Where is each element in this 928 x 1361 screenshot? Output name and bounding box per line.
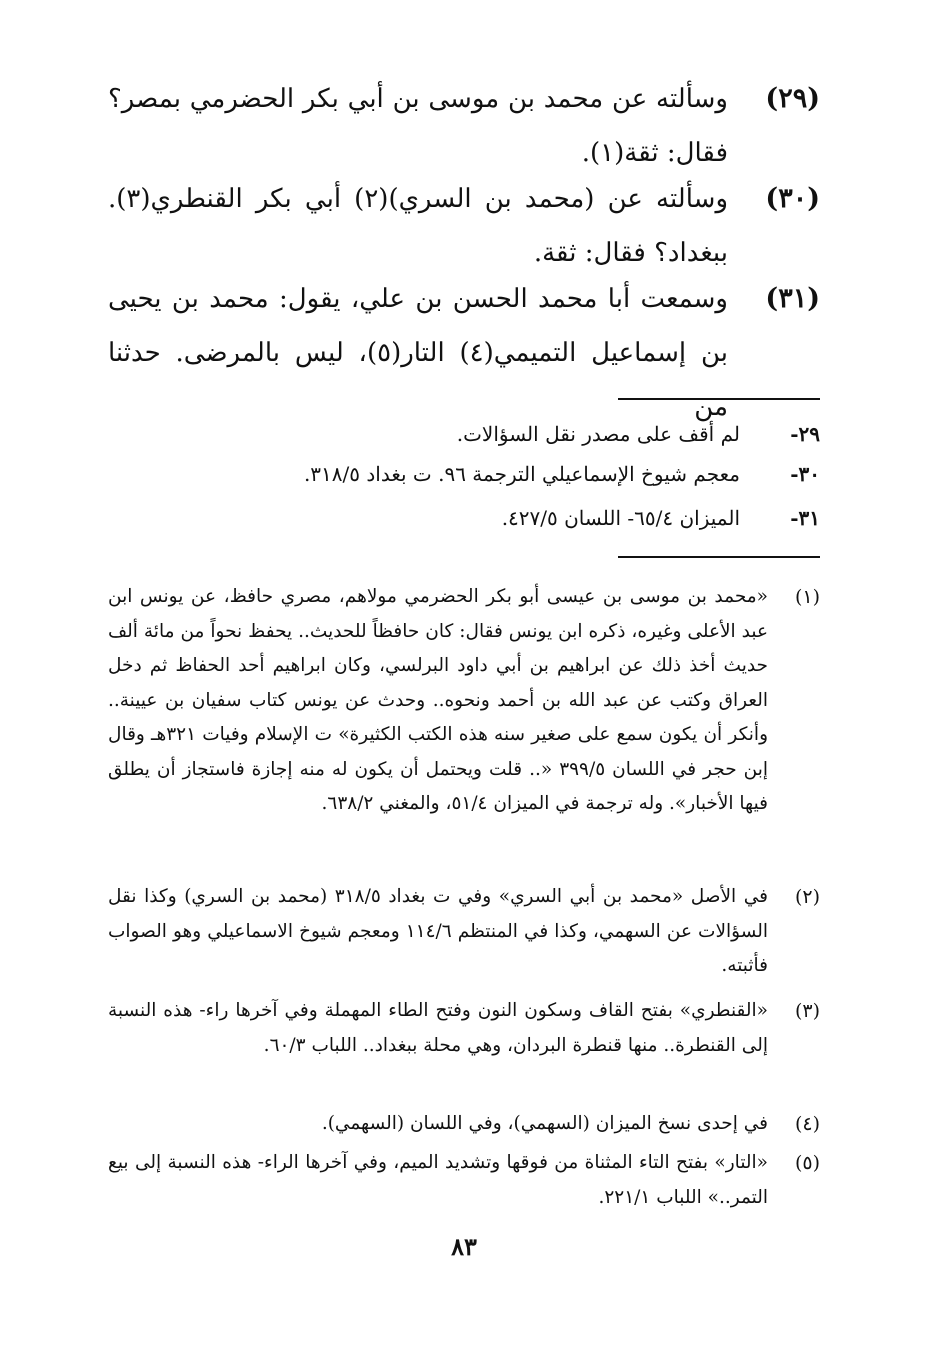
footnote-number: (٣): [794, 1000, 820, 1022]
footnote-number: (٢): [794, 886, 820, 908]
entry-number: (٣١): [765, 283, 820, 314]
source-text: معجم شيوخ الإسماعيلي الترجمة ٩٦. ت بغداد ٣١٨/٥.: [303, 462, 740, 486]
footnote-text: «القنطري» بفتح القاف وسكون النون وفتح الطاء المهملة وفي آخرها راء- هذه النسبة إلى القنطرة.. منها قنطرة البردان، وهي محلة ببغداد.. اللباب ٦٠/٣.: [108, 1000, 768, 1056]
footnote-text: «التار» بفتح التاء المثناة من فوقها وتشديد الميم، وفي آخرها الراء- هذه النسبة إلى بيع التمر..» اللباب ٢٢١/١.: [108, 1152, 768, 1208]
footnote-text: في إحدى نسخ الميزان (السهمي)، وفي اللسان (السهمي).: [321, 1113, 768, 1134]
source-number: ٣١-: [790, 506, 820, 530]
entry-text: وسألته عن (محمد بن السري)(٢) أبي بكر القنطري(٣). ببغداد؟ فقال: ثقة.: [108, 184, 728, 268]
footnote-3: [108, 994, 820, 1063]
source-line-29: [108, 416, 820, 452]
source-line-30: [108, 456, 820, 492]
entry-number: (٢٩): [765, 83, 820, 114]
separator-rule: [618, 556, 820, 558]
entry-29: [108, 72, 820, 180]
footnote-1: [108, 580, 820, 822]
source-line-31: [108, 500, 820, 536]
entry-text: وسألته عن محمد بن موسى بن أبي بكر الحضرمي بمصر؟ فقال: ثقة(١).: [108, 84, 728, 168]
footnote-text: «محمد بن موسى بن عيسى أبو بكر الحضرمي مولاهم، مصري حافظ، عن يونس ابن عبد الأعلى وغيره، ذكره ابن يونس فقال: كان حافظاً للحديث.. يحفظ نحواً من مائة ألف حديث أخذ ذلك عن ابراهيم بن أبي داود البرلسي، وكان ابراهيم أحد الحفاظ ثم دخل العراق وكتب عن عبد الله بن أحمد ونحوه.. وحدث عن يونس كتاب سفيان بن عيينة.. وأنكر أن يكون سمع على صغير سنه هذه الكتب الكثيرة» ت الإسلام وفيات ٣٢١هـ وقال إبن حجر في اللسان ٣٩٩/٥ «.. قلت ويحتمل أن يكون له منه إجازة فاستجاز أن يطلق فيها الأخبار». وله ترجمة في الميزان ٥١/٤، والمغني ٦٣٨/٢.: [108, 586, 769, 814]
entry-30: [108, 172, 820, 280]
footnote-4: [108, 1107, 820, 1142]
entry-number: (٣٠): [765, 183, 820, 214]
footnote-number: (١): [794, 586, 820, 608]
footnote-number: (٥): [794, 1152, 820, 1174]
source-number: ٣٠-: [790, 462, 820, 486]
source-text: لم أقف على مصدر نقل السؤالات.: [456, 422, 740, 446]
entry-31: [108, 272, 820, 434]
footnote-2: [108, 880, 820, 984]
source-text: الميزان ٦٥/٤- اللسان ٤٢٧/٥.: [501, 506, 740, 530]
footnote-number: (٤): [794, 1113, 820, 1135]
footnote-5: [108, 1146, 820, 1215]
source-number: ٢٩-: [790, 422, 820, 446]
separator-rule: [618, 398, 820, 400]
entry-text: وسمعت أبا محمد الحسن بن علي، يقول: محمد بن يحيى بن إسماعيل التميمي(٤) التار(٥)، ليس بالمرضى. حدثنا من: [108, 284, 728, 422]
footnote-text: في الأصل «محمد بن أبي السري» وفي ت بغداد ٣١٨/٥ (محمد بن السري) وكذا نقل السؤالات عن السهمي، وكذا في المنتظم ١١٤/٦ ومعجم شيوخ الاسماعيلي وهو الصواب فأثبته.: [108, 886, 768, 976]
page-number: ٨٣: [451, 1232, 477, 1261]
